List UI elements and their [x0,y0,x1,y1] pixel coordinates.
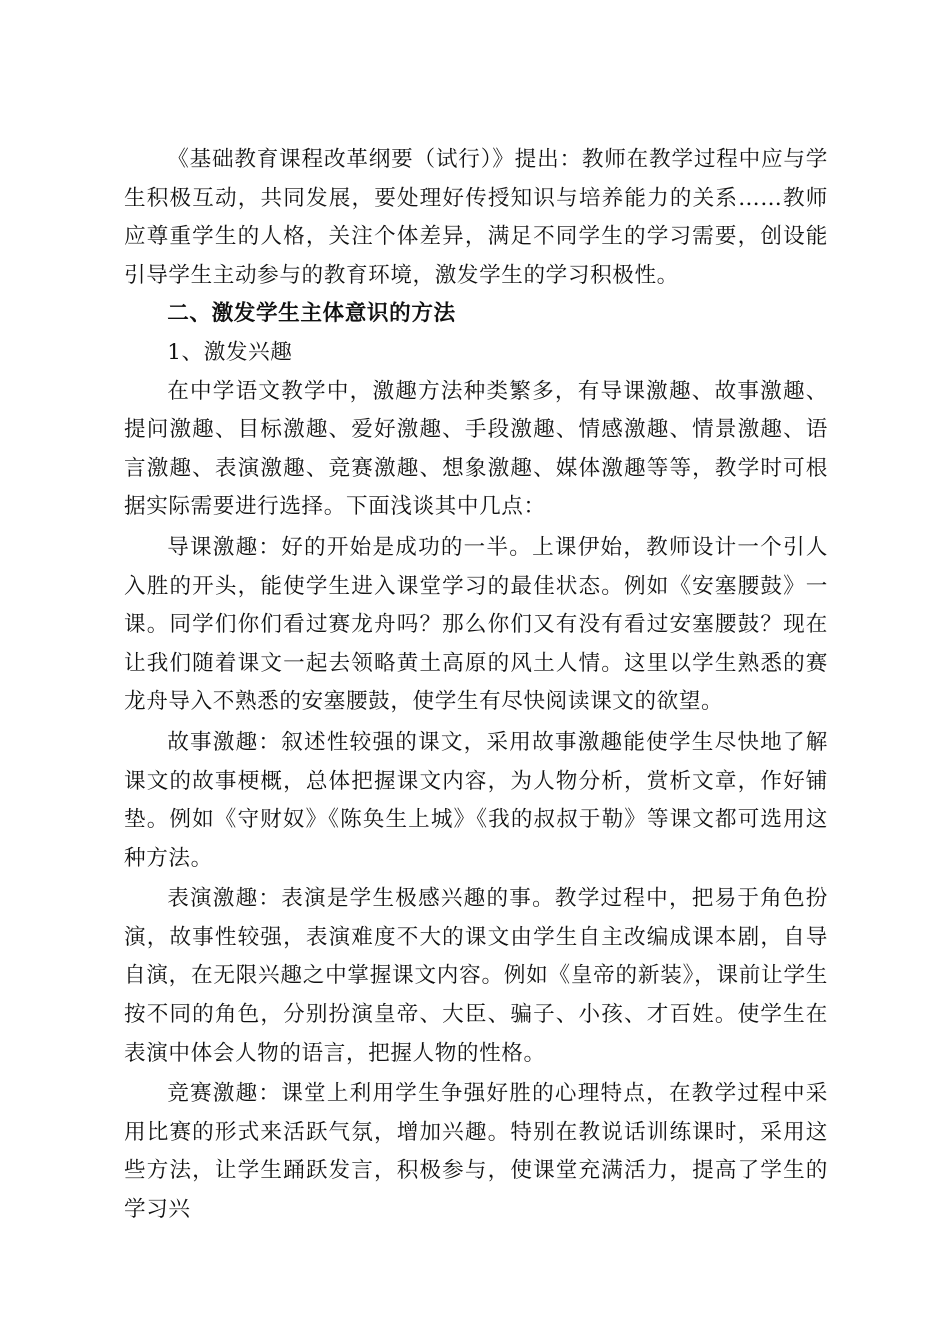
paragraph-performance-interest: 表演激趣：表演是学生极感兴趣的事。教学过程中，把易于角色扮演，故事性较强，表演难度不大的课文由学生自主改编成课本剧，自导自演，在无限兴趣之中掌握课文内容。例如《皇帝的新装》，课前让学生按不同的角色，分别扮演皇帝、大臣、骗子、小孩、才百姓。使学生在表演中体会人物的语言，把握人物的性格。 [124,886,828,1066]
subsection-heading: 1、激发兴趣 [167,339,293,365]
paragraph-curriculum-reform: 《基础教育课程改革纲要（试行）》提出：教师在教学过程中应与学生积极互动，共同发展，要处理好传授知识与培养能力的关系……教师应尊重学生的人格，关注个体差异，满足不同学生的学习需要，创设能引导学生主动参与的教育环境，激发学生的学习积极性。 [124,147,828,288]
document-body [124,141,828,1230]
paragraph-intro-interest: 导课激趣：好的开始是成功的一半。上课伊始，教师设计一个引人入胜的开头，能使学生进入课堂学习的最佳状态。例如《安塞腰鼓》一课。同学们你们看过赛龙舟吗？那么你们又有没有看过安塞腰鼓？现在让我们随着课文一起去领略黄土高原的风土人情。这里以学生熟悉的赛龙舟导入不熟悉的安塞腰鼓，使学生有尽快阅读课文的欲望。 [124,534,828,715]
paragraph-interest-methods: 在中学语文教学中，激趣方法种类繁多，有导课激趣、故事激趣、提问激趣、目标激趣、爱好激趣、手段激趣、情感激趣、情景激趣、语言激趣、表演激趣、竞赛激趣、想象激趣、媒体激趣等等，教学时可根据实际需要进行选择。下面浅谈其中几点： [124,378,828,520]
section-heading: 二、激发学生主体意识的方法 [167,301,456,327]
paragraph-competition-interest: 竞赛激趣：课堂上利用学生争强好胜的心理特点，在教学过程中采用比赛的形式来活跃气氛，增加兴趣。特别在教说话训练课时，采用这些方法，让学生踊跃发言，积极参与，使课堂充满活力，提高了学生的学习兴 [124,1081,828,1223]
paragraph-story-interest: 故事激趣：叙述性较强的课文，采用故事激趣能使学生尽快地了解课文的故事梗概，总体把握课文内容，为人物分析，赏析文章，作好铺垫。例如《守财奴》《陈奂生上城》《我的叔叔于勒》等课文都可选用这种方法。 [124,729,828,871]
